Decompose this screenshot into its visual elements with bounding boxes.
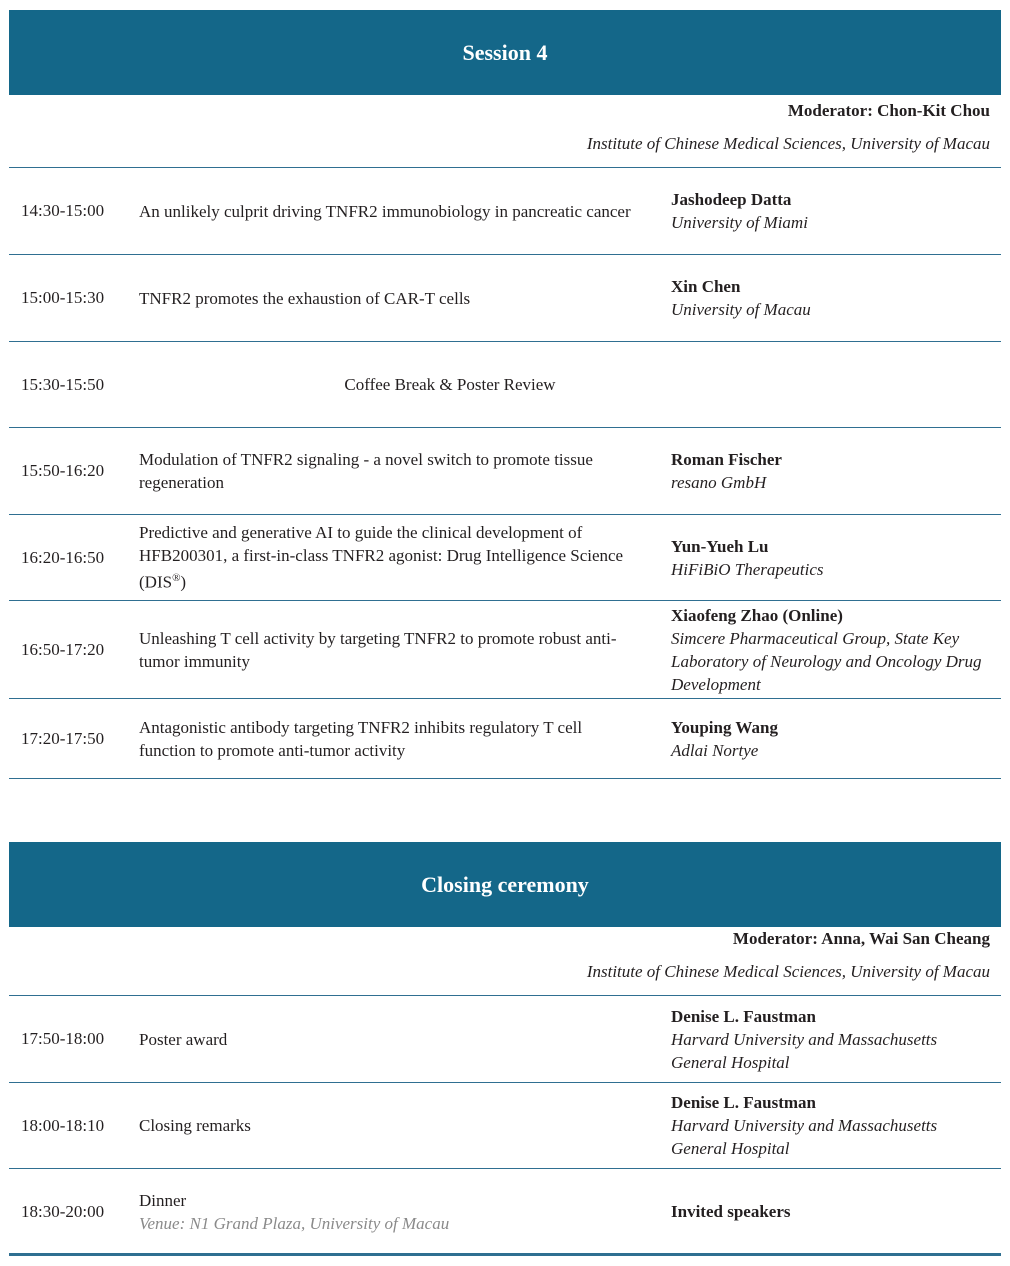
row-title bbox=[139, 1169, 639, 1254]
row-speaker bbox=[671, 996, 996, 1082]
speaker-affiliation: Harvard University and Massachusetts General Hospital bbox=[671, 1116, 938, 1158]
speaker-name: Youping Wang bbox=[671, 717, 778, 737]
row-speaker bbox=[671, 515, 996, 600]
row-speaker bbox=[671, 428, 996, 514]
table-row bbox=[9, 515, 1001, 600]
row-time: 16:50-17:20 bbox=[21, 639, 105, 659]
speaker-affiliation: resano GmbH bbox=[671, 473, 767, 492]
row-title: TNFR2 promotes the exhaustion of CAR-T cells bbox=[139, 288, 471, 308]
row-speaker bbox=[671, 699, 996, 778]
speaker-name: Roman Fischer bbox=[671, 450, 782, 469]
speaker-affiliation: University of Macau bbox=[671, 300, 811, 319]
row-title: An unlikely culprit driving TNFR2 immunobiology in pancreatic cancer bbox=[139, 201, 631, 221]
session4-banner bbox=[9, 10, 1001, 95]
speaker-name: Invited speakers bbox=[671, 1202, 791, 1221]
speaker-name: Denise L. Faustman bbox=[671, 1006, 816, 1026]
row-title: Modulation of TNFR2 signaling - a novel switch to promote tissue regeneration bbox=[139, 450, 593, 492]
closing-moderator: Moderator: Anna, Wai San Cheang bbox=[732, 929, 990, 948]
session4-moderator-institute: Institute of Chinese Medical Sciences, University of Macau bbox=[586, 134, 990, 153]
speaker-affiliation: Adlai Nortye bbox=[671, 740, 759, 760]
table-row bbox=[9, 601, 1001, 698]
table-row bbox=[9, 1083, 1001, 1168]
row-title: Closing remarks bbox=[139, 1116, 251, 1135]
speaker-name: Yun-Yueh Lu bbox=[671, 536, 769, 556]
row-speaker bbox=[671, 255, 996, 341]
row-time: 17:50-18:00 bbox=[21, 1029, 105, 1048]
table-row bbox=[9, 699, 1001, 778]
session4-title: Session 4 bbox=[462, 39, 548, 65]
row-time: 15:30-15:50 bbox=[21, 374, 105, 394]
row-speaker bbox=[671, 1083, 996, 1168]
speaker-affiliation: HiFiBiO Therapeutics bbox=[671, 559, 824, 579]
row-time: 15:00-15:30 bbox=[21, 288, 105, 307]
row-title: Unleashing T cell activity by targeting TNFR2 to promote robust anti-tumor immunity bbox=[139, 628, 617, 671]
coffee-break-label: Coffee Break & Poster Review bbox=[344, 374, 556, 394]
speaker-affiliation: Harvard University and Massachusetts General Hospital bbox=[671, 1029, 938, 1072]
row-title: Poster award bbox=[139, 1029, 228, 1049]
divider bbox=[9, 1253, 1001, 1256]
row-time: 15:50-16:20 bbox=[21, 461, 105, 480]
table-row bbox=[9, 255, 1001, 341]
table-row bbox=[9, 342, 1001, 427]
speaker-name: Jashodeep Datta bbox=[671, 190, 792, 209]
row-title: Predictive and generative AI to guide the clinical development of HFB200301, a first-in-class TNFR2 agonist: Drug Intelligence Science (DIS®) bbox=[139, 523, 624, 592]
speaker-name: Xin Chen bbox=[671, 277, 741, 296]
row-speaker bbox=[671, 1169, 996, 1254]
row-time: 14:30-15:00 bbox=[21, 201, 105, 220]
row-time: 18:30-20:00 bbox=[21, 1201, 105, 1221]
row-time: 16:20-16:50 bbox=[21, 547, 105, 567]
closing-moderator-institute: Institute of Chinese Medical Sciences, University of Macau bbox=[586, 962, 990, 981]
divider bbox=[9, 778, 1001, 779]
table-row bbox=[9, 428, 1001, 514]
row-time: 18:00-18:10 bbox=[21, 1115, 105, 1135]
table-row bbox=[9, 996, 1001, 1082]
speaker-name: Xiaofeng Zhao (Online) bbox=[671, 605, 843, 625]
row-speaker bbox=[671, 601, 996, 698]
row-title: Antagonistic antibody targeting TNFR2 inhibits regulatory T cell function to promote anti-tumor activity bbox=[139, 717, 583, 760]
dinner-label: Dinner bbox=[139, 1190, 187, 1210]
closing-title: Closing ceremony bbox=[421, 871, 589, 897]
session4-moderator: Moderator: Chon-Kit Chou bbox=[787, 101, 990, 120]
speaker-affiliation: Simcere Pharmaceutical Group, State Key Laboratory of Neurology and Oncology Drug Development bbox=[671, 628, 982, 694]
row-speaker bbox=[671, 168, 996, 254]
table-row bbox=[9, 168, 1001, 254]
speaker-name: Denise L. Faustman bbox=[671, 1093, 816, 1112]
speaker-affiliation: University of Miami bbox=[671, 213, 808, 232]
closing-banner bbox=[9, 842, 1001, 927]
venue-text: Venue: N1 Grand Plaza, University of Macau bbox=[139, 1213, 450, 1233]
row-time: 17:20-17:50 bbox=[21, 728, 105, 748]
table-row bbox=[9, 1169, 1001, 1254]
